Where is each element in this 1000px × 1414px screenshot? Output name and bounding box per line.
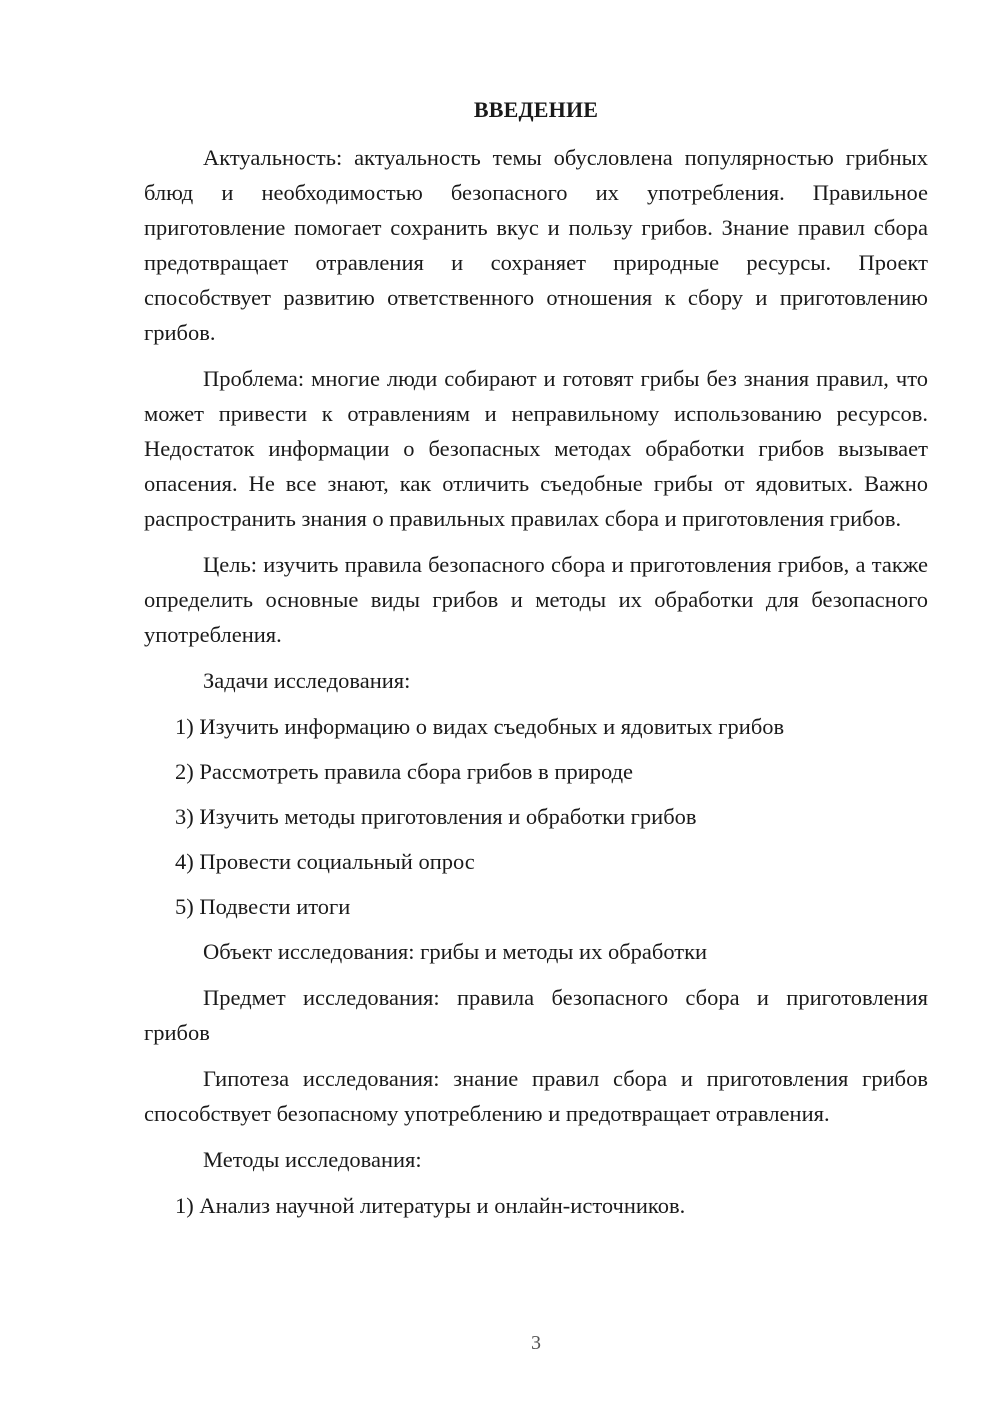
section-heading: ВВЕДЕНИЕ	[473, 97, 599, 122]
task-item: 4) Провести социальный опрос	[175, 849, 475, 874]
page-number: 3	[531, 1332, 541, 1354]
object-paragraph: Объект исследования: грибы и методы их обработки	[203, 939, 708, 964]
hypothesis-paragraph: Гипотеза исследования: знание правил сбора и приготовления грибов способствует безопасному употреблению и предотвращает отравления.	[144, 1066, 928, 1126]
goal-paragraph: Цель: изучить правила безопасного сбора и приготовления грибов, а также определить основные виды грибов и методы их обработки для безопасного употребления.	[144, 552, 928, 647]
task-item: 1) Изучить информацию о видах съедобных и ядовитых грибов	[175, 714, 785, 739]
tasks-heading: Задачи исследования:	[203, 668, 411, 693]
task-item: 3) Изучить методы приготовления и обработки грибов	[175, 804, 697, 829]
methods-heading: Методы исследования:	[203, 1147, 422, 1172]
page-content	[144, 95, 928, 1233]
relevance-paragraph: Актуальность: актуальность темы обусловлена популярностью грибных блюд и необходимостью безопасного их употребления. Правильное приготовление помогает сохранить вкус и пользу грибов. Знание правил сбора предотвращает отравления и сохраняет природные ресурсы. Проект способствует развитию ответственного отношения к сбору и приготовлению грибов.	[144, 145, 928, 345]
task-item: 5) Подвести итоги	[175, 894, 351, 919]
task-item: 2) Рассмотреть правила сбора грибов в природе	[175, 759, 634, 784]
problem-paragraph: Проблема: многие люди собирают и готовят грибы без знания правил, что может привести к отравлениям и неправильному использованию ресурсов. Недостаток информации о безопасных методах обработки грибов вызывает опасения. Не все знают, как отличить съедобные грибы от ядовитых. Важно распространить знания о правильных правилах сбора и приготовления грибов.	[144, 366, 928, 531]
subject-paragraph: Предмет исследования: правила безопасного сбора и приготовления грибов	[144, 985, 928, 1045]
method-item: 1) Анализ научной литературы и онлайн-источников.	[175, 1193, 686, 1218]
